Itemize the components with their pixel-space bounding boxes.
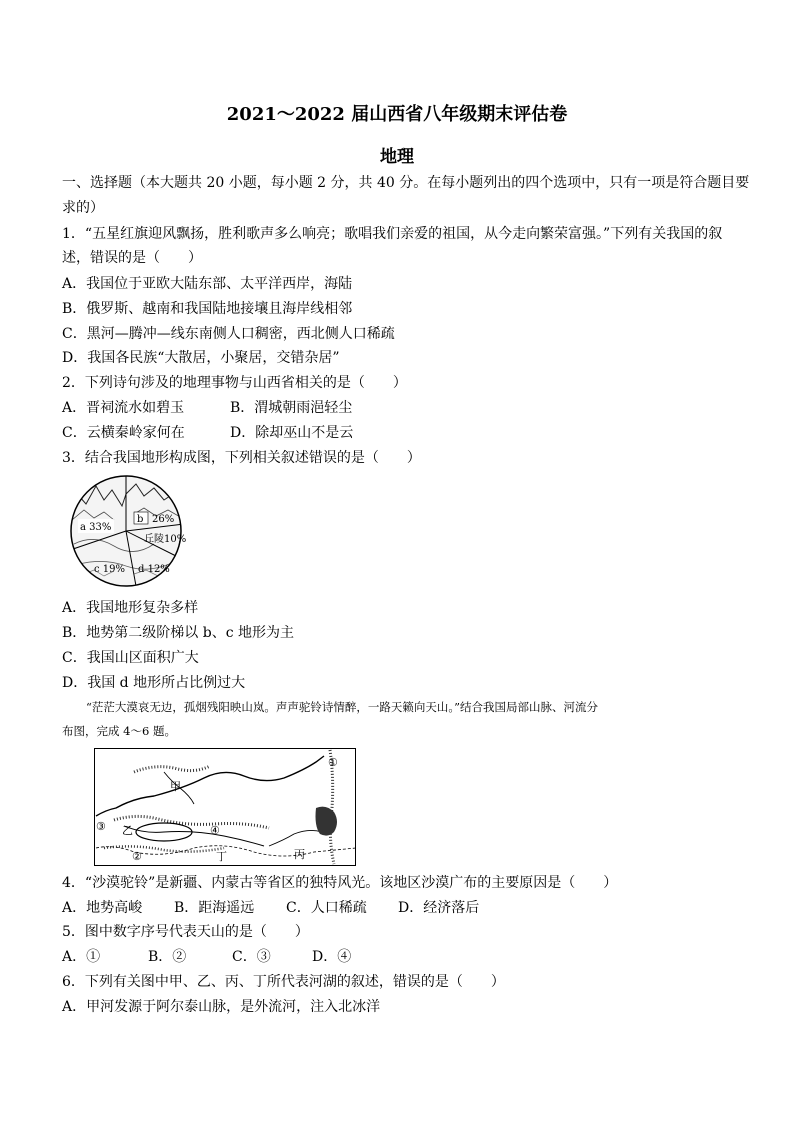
pie-label-hills: 丘陵10% bbox=[144, 534, 187, 545]
q5-option-d: D．④ bbox=[312, 949, 352, 965]
pie-label-c: c 19% bbox=[94, 564, 126, 575]
q5-option-a: A．① bbox=[62, 949, 101, 965]
q4-option-b: B．距海遥远 bbox=[174, 900, 255, 916]
map-label-4: ④ bbox=[210, 824, 220, 837]
q4-option-c: C．人口稀疏 bbox=[286, 900, 367, 916]
q2-option-b: B．渭城朝雨浥轻尘 bbox=[230, 400, 353, 416]
pie-label-d: d 12% bbox=[138, 564, 170, 575]
map-label-yi: 乙 bbox=[122, 824, 133, 837]
map-label-jia: 甲 bbox=[170, 780, 181, 793]
subject-title: 地理 bbox=[380, 147, 414, 167]
q1-option-b: B．俄罗斯、越南和我国陆地接壤且海岸线相邻 bbox=[62, 301, 353, 317]
passage-text-cont: 布图，完成 4～6 题。 bbox=[62, 724, 176, 738]
pie-label-b: b bbox=[137, 514, 144, 525]
q1-option-a: A．我国位于亚欧大陆东部、太平洋西岸，海陆 bbox=[62, 276, 353, 292]
terrain-composition-figure bbox=[64, 474, 188, 588]
section-instructions-cont: 求的） bbox=[62, 200, 104, 216]
q6-stem: 6．下列有关图中甲、乙、丙、丁所代表河湖的叙述，错误的是（ ） bbox=[62, 974, 505, 990]
q3-option-d: D．我国 d 地形所占比例过大 bbox=[62, 675, 246, 691]
q4-option-a: A．地势高峻 bbox=[62, 900, 143, 916]
passage-text: “茫茫大漠哀无边，孤烟残阳映山岚。声声驼铃诗情醉，一路天籁向天山。”结合我国局部山脉、河流分 bbox=[86, 700, 599, 714]
exam-title: 2021～2022 届山西省八年级期末评估卷 bbox=[226, 104, 568, 125]
map-label-2: ② bbox=[132, 850, 142, 863]
q2-option-a: A．晋祠流水如碧玉 bbox=[62, 400, 185, 416]
q6-option-a: A．甲河发源于阿尔泰山脉，是外流河，注入北冰洋 bbox=[62, 999, 381, 1015]
q3-option-b: B．地势第二级阶梯以 b、c 地形为主 bbox=[62, 625, 294, 641]
q5-option-c: C．③ bbox=[232, 949, 271, 965]
pie-label-a: a 33% bbox=[80, 522, 112, 533]
q5-option-b: B．② bbox=[148, 949, 187, 965]
q4-stem: 4．“沙漠驼铃”是新疆、内蒙古等省区的独特风光。该地区沙漠广布的主要原因是（ ） bbox=[62, 875, 618, 891]
q1-option-c: C．黑河—腾冲—线东南侧人口稠密，西北侧人口稀疏 bbox=[62, 326, 395, 342]
q2-option-c: C．云横秦岭家何在 bbox=[62, 425, 185, 441]
china-region-map bbox=[94, 748, 356, 866]
pie-label-b-pct: 26% bbox=[152, 514, 175, 525]
q1-option-d: D．我国各民族“大散居，小聚居，交错杂居” bbox=[62, 350, 340, 366]
section-instructions: 一、选择题（本大题共 20 小题，每小题 2 分，共 40 分。在每小题列出的四个选项中，只有一项是符合题目要 bbox=[62, 175, 750, 191]
q3-option-a: A．我国地形复杂多样 bbox=[62, 600, 199, 616]
map-label-1: ① bbox=[328, 756, 338, 769]
map-label-bing: 丙 bbox=[294, 848, 305, 861]
q4-option-d: D．经济落后 bbox=[398, 900, 480, 916]
q3-option-c: C．我国山区面积广大 bbox=[62, 650, 199, 666]
q3-stem: 3．结合我国地形构成图，下列相关叙述错误的是（ ） bbox=[62, 450, 421, 466]
q1-stem: 1．“五星红旗迎风飘扬，胜利歌声多么响亮；歌唱我们亲爱的祖国，从今走向繁荣富强。”下列有关我国的叙 bbox=[62, 226, 723, 242]
map-label-ding: 丁 bbox=[216, 850, 227, 863]
q5-stem: 5．图中数字序号代表天山的是（ ） bbox=[62, 924, 309, 940]
q1-stem-cont: 述，错误的是（ ） bbox=[62, 250, 202, 266]
q2-option-d: D．除却巫山不是云 bbox=[230, 425, 354, 441]
q2-stem: 2．下列诗句涉及的地理事物与山西省相关的是（ ） bbox=[62, 375, 407, 391]
map-label-3: ③ bbox=[96, 820, 106, 833]
